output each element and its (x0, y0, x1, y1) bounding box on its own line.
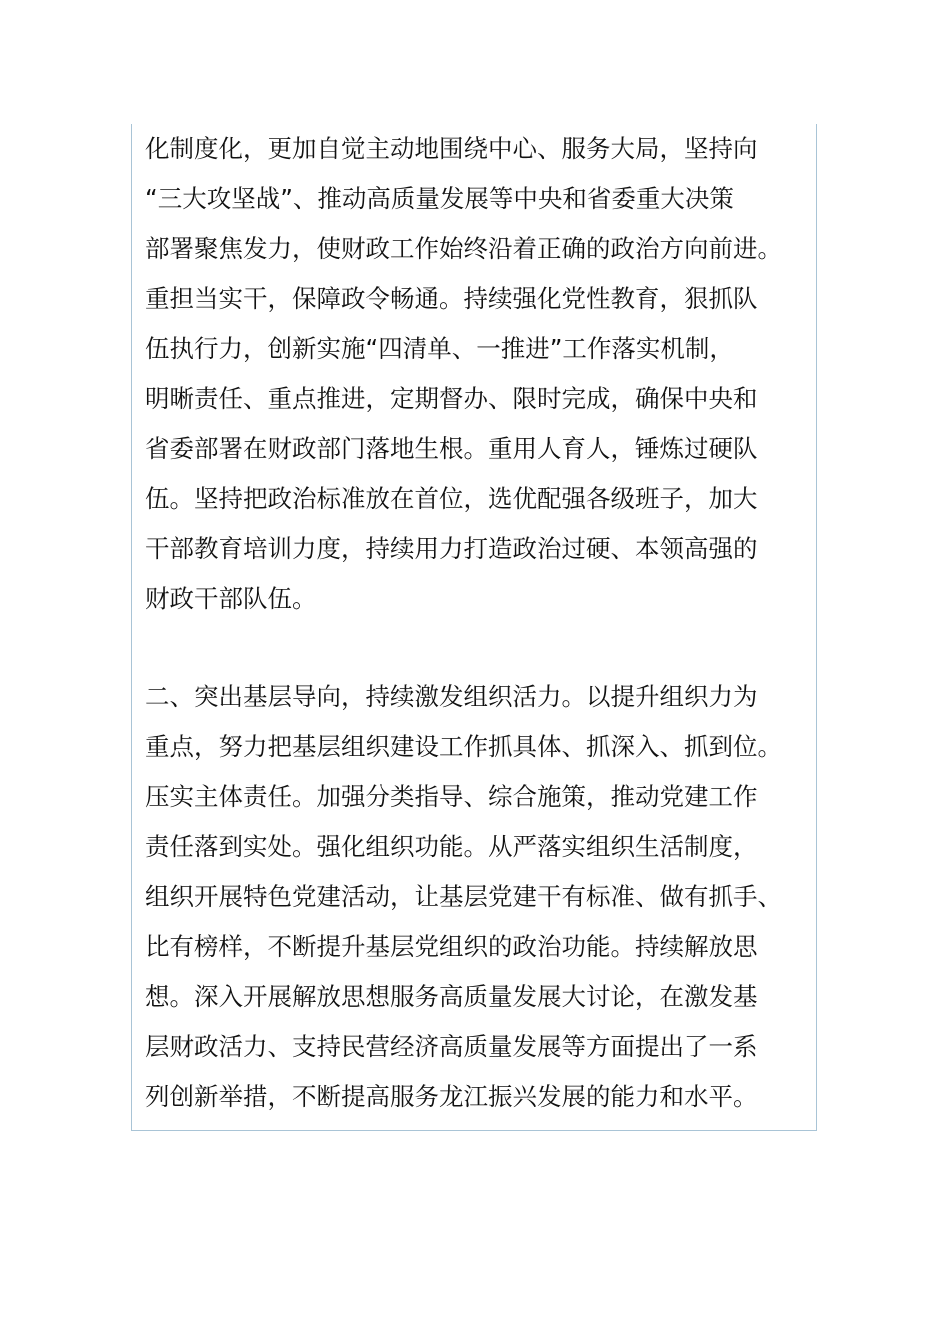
text-line: 想。深入开展解放思想服务高质量发展大讨论，在激发基 (145, 982, 758, 1011)
text-line: 伍。坚持把政治标准放在首位，选优配强各级班子，加大 (145, 484, 758, 513)
text-line: 重担当实干，保障政令畅通。持续强化党性教育，狠抓队 (145, 284, 758, 313)
text-line: 伍执行力，创新实施“四清单、一推进”工作落实机制， (145, 334, 734, 363)
text-line: 化制度化，更加自觉主动地围绕中心、服务大局，坚持向 (145, 134, 758, 163)
text-line: 二、突出基层导向，持续激发组织活力。以提升组织力为 (145, 682, 758, 711)
text-line: 列创新举措，不断提高服务龙江振兴发展的能力和水平。 (145, 1082, 758, 1111)
text-line: 压实主体责任。加强分类指导、综合施策，推动党建工作 (145, 782, 758, 811)
text-line: 省委部署在财政部门落地生根。重用人育人，锤炼过硬队 (145, 434, 758, 463)
text-line: 干部教育培训力度，持续用力打造政治过硬、本领高强的 (145, 534, 758, 563)
text-line: 责任落到实处。强化组织功能。从严落实组织生活制度， (145, 832, 758, 861)
document-text-box (131, 124, 817, 1131)
text-line: 财政干部队伍。 (145, 584, 317, 613)
text-line: 重点，努力把基层组织建设工作抓具体、抓深入、抓到位。 (145, 732, 782, 761)
text-line: 层财政活力、支持民营经济高质量发展等方面提出了一系 (145, 1032, 758, 1061)
text-line: “三大攻坚战”、推动高质量发展等中央和省委重大决策 (145, 184, 734, 213)
text-line: 部署聚焦发力，使财政工作始终沿着正确的政治方向前进。 (145, 234, 782, 263)
text-line: 组织开展特色党建活动，让基层党建干有标准、做有抓手、 (145, 882, 782, 911)
text-line: 比有榜样，不断提升基层党组织的政治功能。持续解放思 (145, 932, 758, 961)
text-line: 明晰责任、重点推进，定期督办、限时完成，确保中央和 (145, 384, 758, 413)
